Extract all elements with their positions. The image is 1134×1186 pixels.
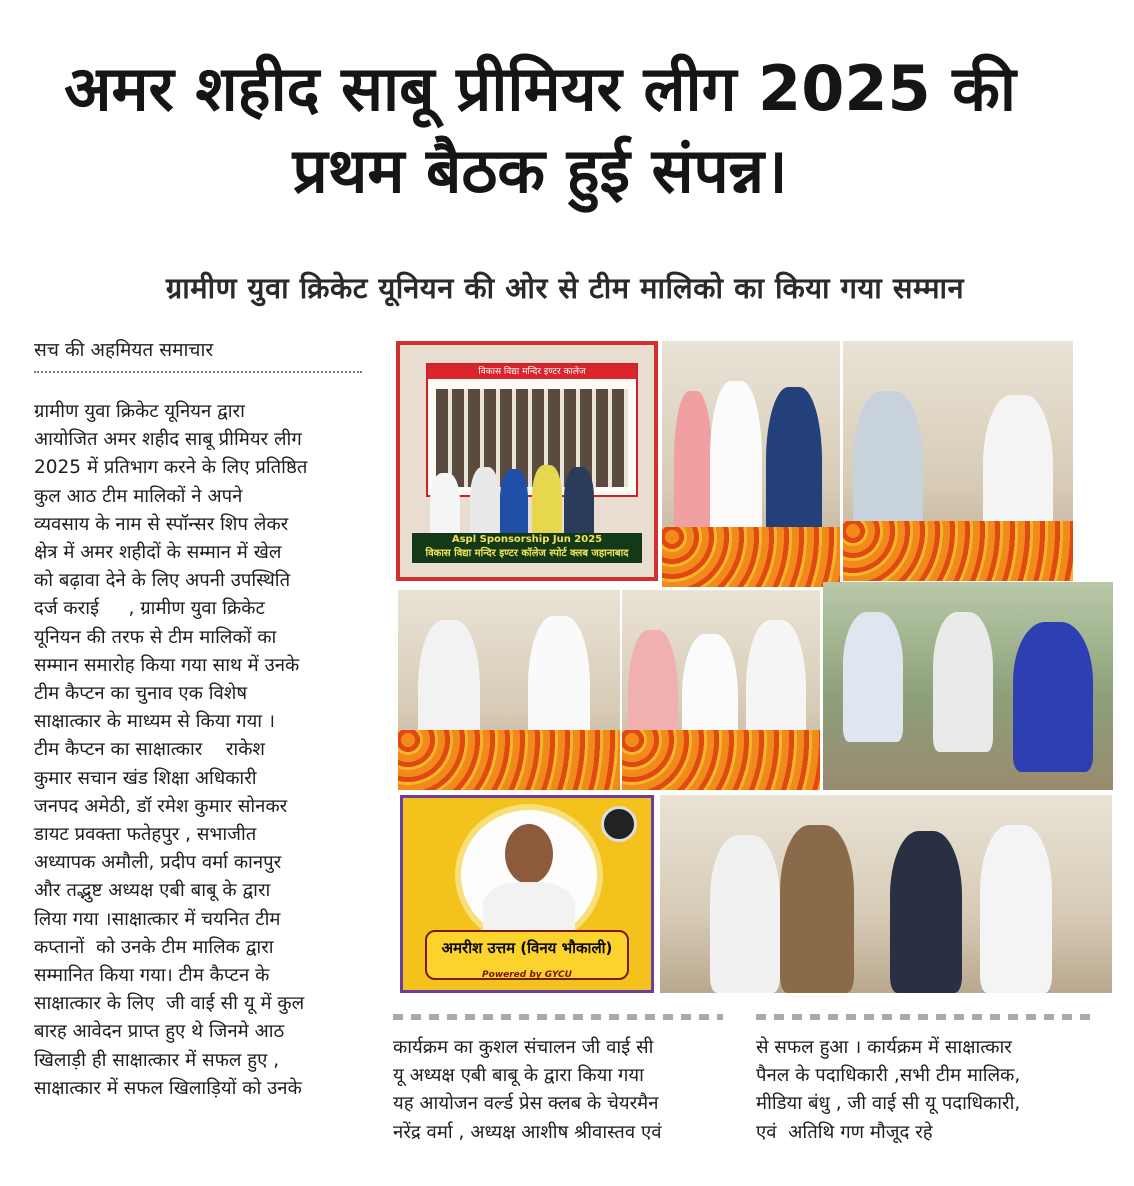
article-line: मीडिया बंधु , जी वाई सी यू पदाधिकारी, [756,1093,1021,1115]
article-line: साक्षात्कार में सफल खिलाड़ियों को उनके [34,1077,302,1099]
person-figure [564,467,594,543]
article-line: व्यवसाय के नाम से स्पॉन्सर शिप लेकर [34,513,289,535]
article-line: ग्रामीण युवा क्रिकेट यूनियन द्वारा [34,401,245,422]
article-line: टीम कैप्टन का चुनाव एक विशेष [34,683,248,705]
photo-felicitation-1 [662,341,840,587]
flower-decoration [398,730,620,790]
sponsorship-strip [412,533,642,563]
torn-edge [393,1014,723,1020]
article-line: टीम कैप्टन का साक्षात्कार राकेश [34,739,265,761]
person-figure [933,612,993,752]
byline-divider [34,371,362,373]
article-line: सम्मान समारोह किया गया साथ में उनके [34,654,300,676]
article-line: बारह आवेदन प्राप्त हुए थे जिनमे आठ [34,1021,285,1043]
article-line: खिलाड़ी ही साक्षात्कार में सफल हुए , [34,1049,280,1071]
article-line: कप्तानों को उनके टीम मालिक द्वारा [34,936,274,958]
portrait-card [400,795,654,993]
photo-banner-school [396,341,658,581]
union-logo-icon [601,806,637,842]
article-line: एवं अतिथि गण मौजूद रहे [756,1121,933,1143]
article-line: लिया गया ।साक्षात्कार में चयनित टीम [34,908,281,930]
sponsorship-strip-subtitle: विकास विद्या मन्दिर इण्टर कॉलेज स्पोर्ट क्लब जहानाबाद [425,548,629,559]
article-line: यू अध्यक्ष एबी बाबू के द्वारा किया गया [393,1065,644,1087]
article-line: सम्मानित किया गया। टीम कैप्टन के [34,965,270,987]
article-line: और तद्भुष्ट अध्यक्ष एबी बाबू के द्वारा [34,880,271,902]
article-line: से सफल हुआ । कार्यक्रम में साक्षात्कार [756,1037,1012,1058]
article-line: कार्यक्रम का कुशल संचालन जी वाई सी [393,1037,654,1058]
article-column-1 [34,398,362,1103]
person-figure [980,825,1052,993]
article-line: यूनियन की तरफ से टीम मालिकों का [34,626,277,648]
headline-line-1: अमर शहीद साबू प्रीमियर लीग 2025 की [64,52,1016,125]
portrait-circle [455,804,603,946]
school-banner-title: विकास विद्या मन्दिर इण्टर कालेज [428,365,636,379]
portrait-name: अमरीश उत्तम (विनय भौकाली) [441,939,613,957]
photo-felicitation-3 [398,590,620,790]
article-line: यह आयोजन वर्ल्ड प्रेस क्लब के चेयरमैन [393,1093,659,1115]
photo-tree-planting [823,582,1113,790]
subheadline: ग्रामीण युवा क्रिकेट यूनियन की ओर से टीम मालिको का किया गया सम्मान [165,271,965,305]
article-line: दर्ज कराई , ग्रामीण युवा क्रिकेट [34,598,265,620]
photo-felicitation-2 [843,341,1073,581]
byline: सच की अहमियत समाचार [34,339,214,361]
person-figure [780,825,854,993]
person-figure [1013,622,1093,772]
article-line: नरेंद्र वर्मा , अध्यक्ष आशीष श्रीवास्तव एवं [393,1121,662,1143]
person-figure [710,835,780,993]
article-line: आयोजित अमर शहीद साबू प्रीमियर लीग [34,429,302,451]
sponsorship-strip-title: Aspl Sponsorship Jun 2025 [451,534,603,545]
portrait-nameplate [425,930,629,980]
headline-line-2: प्रथम बैठक हुई संपन्न। [292,134,788,207]
article-line: अध्यापक अमौली, प्रदीप वर्मा कानपुर [34,852,282,874]
flower-decoration [843,521,1073,581]
flower-decoration [662,527,840,587]
portrait-powered-by: Powered by GYCU [482,970,572,980]
article-line: कुल आठ टीम मालिकों ने अपने [34,485,243,507]
school-banner [426,363,638,497]
person-figure [532,465,562,543]
article-line: पैनल के पदाधिकारी ,सभी टीम मालिक, [756,1065,1021,1087]
torn-edge [756,1014,1094,1020]
person-figure [843,612,903,742]
article-line: डायट प्रवक्ता फतेहपुर , सभाजीत [34,824,257,846]
photo-group-garlands [660,795,1112,993]
article-line: साक्षात्कार के लिए जी वाई सी यू में कुल [34,993,305,1015]
person-figure [890,831,962,993]
article-column-2 [393,1034,723,1147]
article-line: कुमार सचान खंड शिक्षा अधिकारी [34,767,257,789]
school-banner-photo-grid [436,389,628,487]
article-line: जनपद अमेठी, डॉ रमेश कुमार सोनकर [34,795,288,817]
photo-felicitation-4 [622,590,820,790]
article-line: 2025 में प्रतिभाग करने के लिए प्रतिष्ठित [34,457,308,479]
person-figure [500,469,528,543]
article-line: साक्षात्कार के माध्यम से किया गया । [34,711,275,733]
article-column-3 [756,1034,1094,1147]
portrait-head [505,824,553,884]
person-figure [470,467,500,543]
article-line: क्षेत्र में अमर शहीदों के सम्मान में खेल [34,542,282,564]
flower-decoration [622,730,820,790]
article-line: को बढ़ावा देने के लिए अपनी उपस्थिति [34,570,291,592]
